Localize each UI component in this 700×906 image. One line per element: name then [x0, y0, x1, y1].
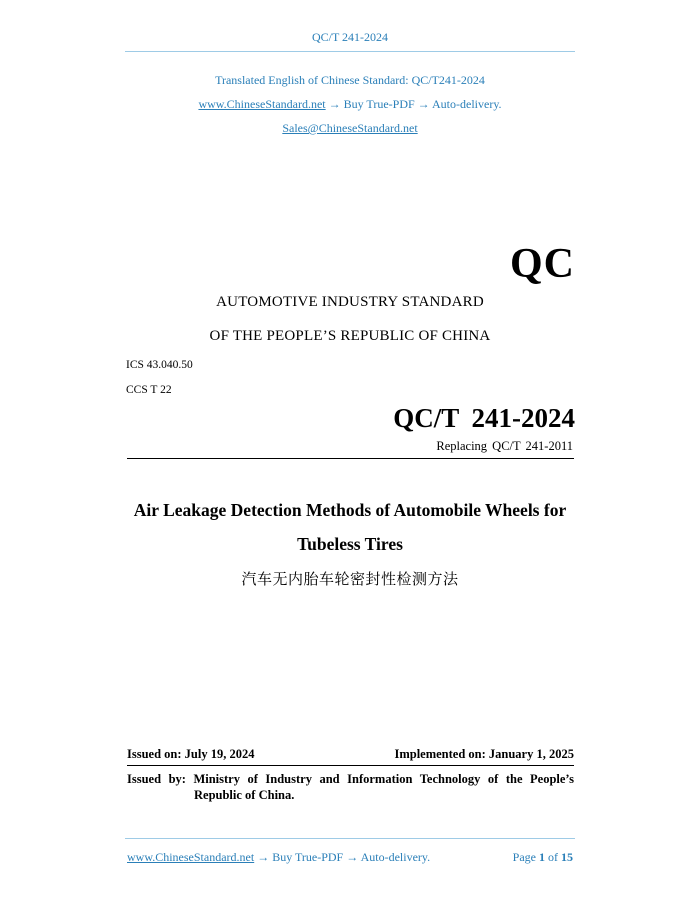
translation-notice: Translated English of Chinese Standard: QC/T241-2024: [215, 73, 485, 87]
ccs-code: CCS T 22: [126, 384, 172, 396]
footer-delivery-text: Auto-delivery.: [360, 850, 431, 864]
qc-logo: QC: [510, 241, 575, 287]
delivery-text: Auto-delivery.: [432, 97, 502, 111]
implemented-on: Implemented on: January 1, 2025: [394, 747, 574, 761]
title-divider: [127, 458, 574, 459]
email-link[interactable]: Sales@ChineseStandard.net: [282, 121, 418, 135]
issued-by-line2: Republic of China.: [194, 788, 295, 802]
document-title-chinese: 汽车无内胎车轮密封性检测方法: [241, 570, 459, 588]
footer-promo: [127, 850, 430, 865]
footer-buy-text: Buy True-PDF: [272, 850, 344, 864]
standard-category-line1: AUTOMOTIVE INDUSTRY STANDARD: [216, 294, 484, 310]
page-total: 15: [561, 850, 573, 864]
running-header: QC/T 241-2024: [311, 30, 389, 44]
dates-divider: [127, 765, 574, 766]
arrow-icon: →: [328, 97, 341, 111]
footer-site-link[interactable]: www.ChineseStandard.net: [127, 850, 255, 864]
page-number: 1: [539, 850, 545, 864]
document-title-line2: Tubeless Tires: [297, 534, 403, 554]
arrow-icon: →: [417, 97, 430, 111]
site-link[interactable]: www.ChineseStandard.net: [198, 97, 326, 111]
header-divider: [125, 51, 575, 52]
email-line: [0, 121, 700, 136]
arrow-icon: →: [257, 850, 270, 864]
arrow-icon: →: [346, 850, 359, 864]
of-word: of: [548, 850, 558, 864]
issued-on: Issued on: July 19, 2024: [127, 747, 255, 761]
standard-category-line2: OF THE PEOPLE’S REPUBLIC OF CHINA: [209, 328, 491, 344]
footer-divider: [125, 838, 575, 839]
buy-text: Buy True-PDF: [343, 97, 415, 111]
standard-number: QC/T 241-2024: [393, 403, 575, 433]
ics-code: ICS 43.040.50: [126, 359, 193, 371]
issued-by-line1: Issued by: Ministry of Industry and Information Technology of the People’s: [127, 772, 574, 786]
replacing-note: Replacing QC/T 241-2011: [436, 439, 573, 453]
page-word: Page: [512, 850, 536, 864]
dates-row: [127, 747, 574, 762]
document-title-line1: Air Leakage Detection Methods of Automobile Wheels for: [133, 500, 567, 520]
promo-line: [0, 97, 700, 112]
page-indicator: [513, 850, 573, 865]
